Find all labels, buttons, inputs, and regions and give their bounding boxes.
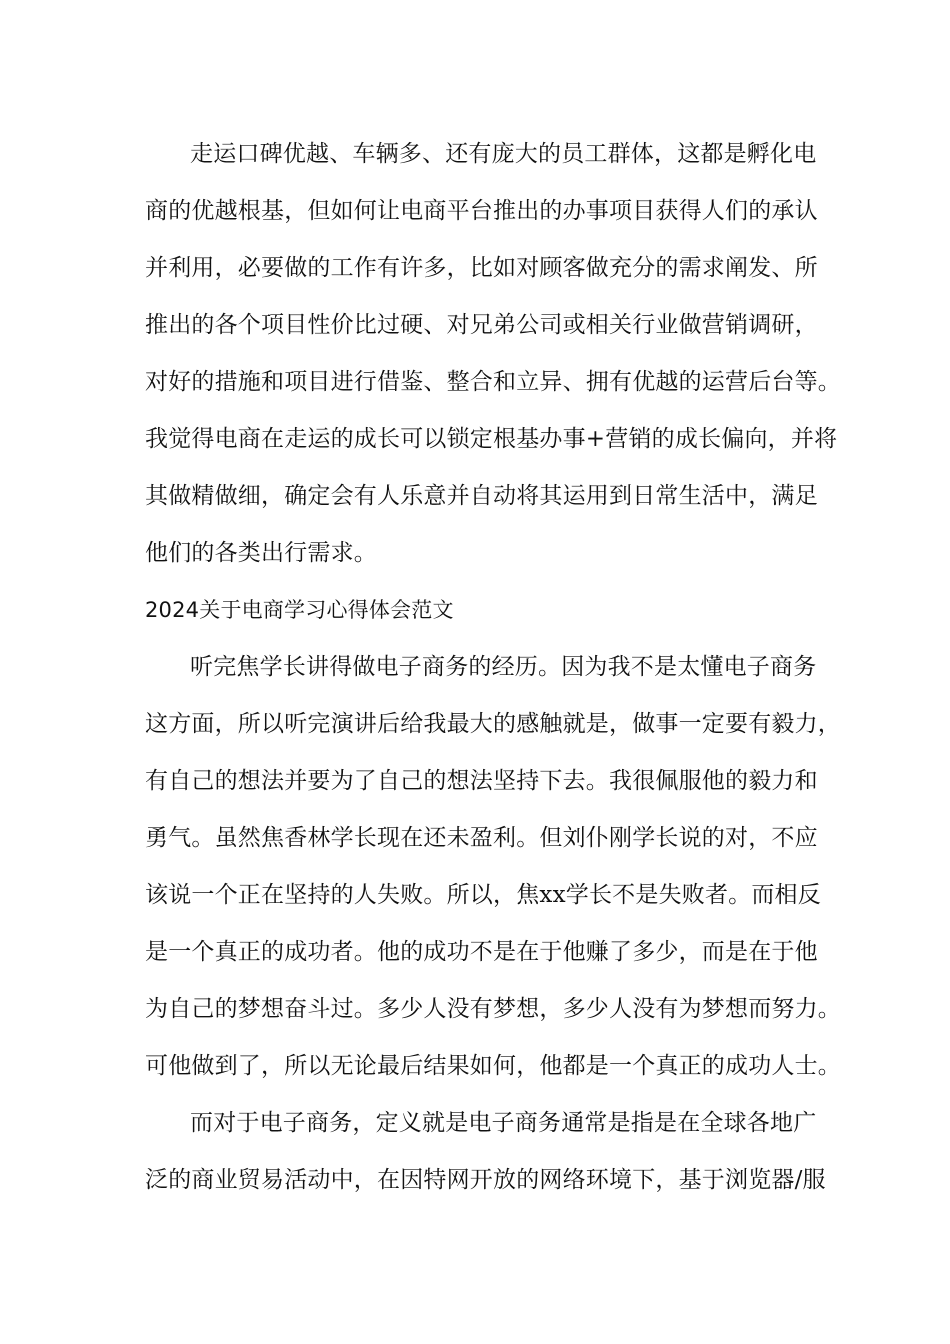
paragraph-2-line-4: 勇气。虽然焦香林学长现在还未盈利。但刘仆刚学长说的对，不应 <box>145 825 818 851</box>
paragraph-1-line-7: 其做精做细，确定会有人乐意并自动将其运用到日常生活中，满足 <box>145 483 818 509</box>
paragraph-1-line-5: 对好的措施和项目进行借鉴、整合和立异、拥有优越的运营后台等。 <box>145 369 841 395</box>
paragraph-3-line-1: 而对于电子商务，定义就是电子商务通常是指是在全球各地广 <box>190 1110 817 1136</box>
paragraph-1-line-2: 商的优越根基，但如何让电商平台推出的办事项目获得人们的承认 <box>145 198 818 224</box>
paragraph-2-line-2: 这方面，所以听完演讲后给我最大的感触就是，做事一定要有毅力， <box>145 711 841 737</box>
paragraph-2-line-8: 可他做到了，所以无论最后结果如何，他都是一个真正的成功人士。 <box>145 1053 841 1079</box>
paragraph-1-line-6: 我觉得电商在走运的成长可以锁定根基办事+营销的成长偏向，并将 <box>145 426 838 452</box>
paragraph-2-line-6: 是一个真正的成功者。他的成功不是在于他赚了多少，而是在于他 <box>145 939 818 965</box>
paragraph-3-line-2: 泛的商业贸易活动中，在因特网开放的网络环境下，基于浏览器/服 <box>145 1167 826 1193</box>
paragraph-2-line-1: 听完焦学长讲得做电子商务的经历。因为我不是太懂电子商务 <box>190 654 817 680</box>
paragraph-2-line-5: 该说一个正在坚持的人失败。所以，焦xx学长不是失败者。而相反 <box>145 882 821 908</box>
paragraph-2-line-3: 有自己的想法并要为了自己的想法坚持下去。我很佩服他的毅力和 <box>145 768 818 794</box>
section-heading: 2024关于电商学习心得体会范文 <box>145 598 454 622</box>
paragraph-1-line-8: 他们的各类出行需求。 <box>145 540 377 566</box>
paragraph-2-line-7: 为自己的梦想奋斗过。多少人没有梦想，多少人没有为梦想而努力。 <box>145 996 841 1022</box>
paragraph-1-line-4: 推出的各个项目性价比过硬、对兄弟公司或相关行业做营销调研， <box>145 312 818 338</box>
paragraph-1-line-1: 走运口碑优越、车辆多、还有庞大的员工群体，这都是孵化电 <box>190 141 817 167</box>
paragraph-1-line-3: 并利用，必要做的工作有许多，比如对顾客做充分的需求阐发、所 <box>145 255 818 281</box>
